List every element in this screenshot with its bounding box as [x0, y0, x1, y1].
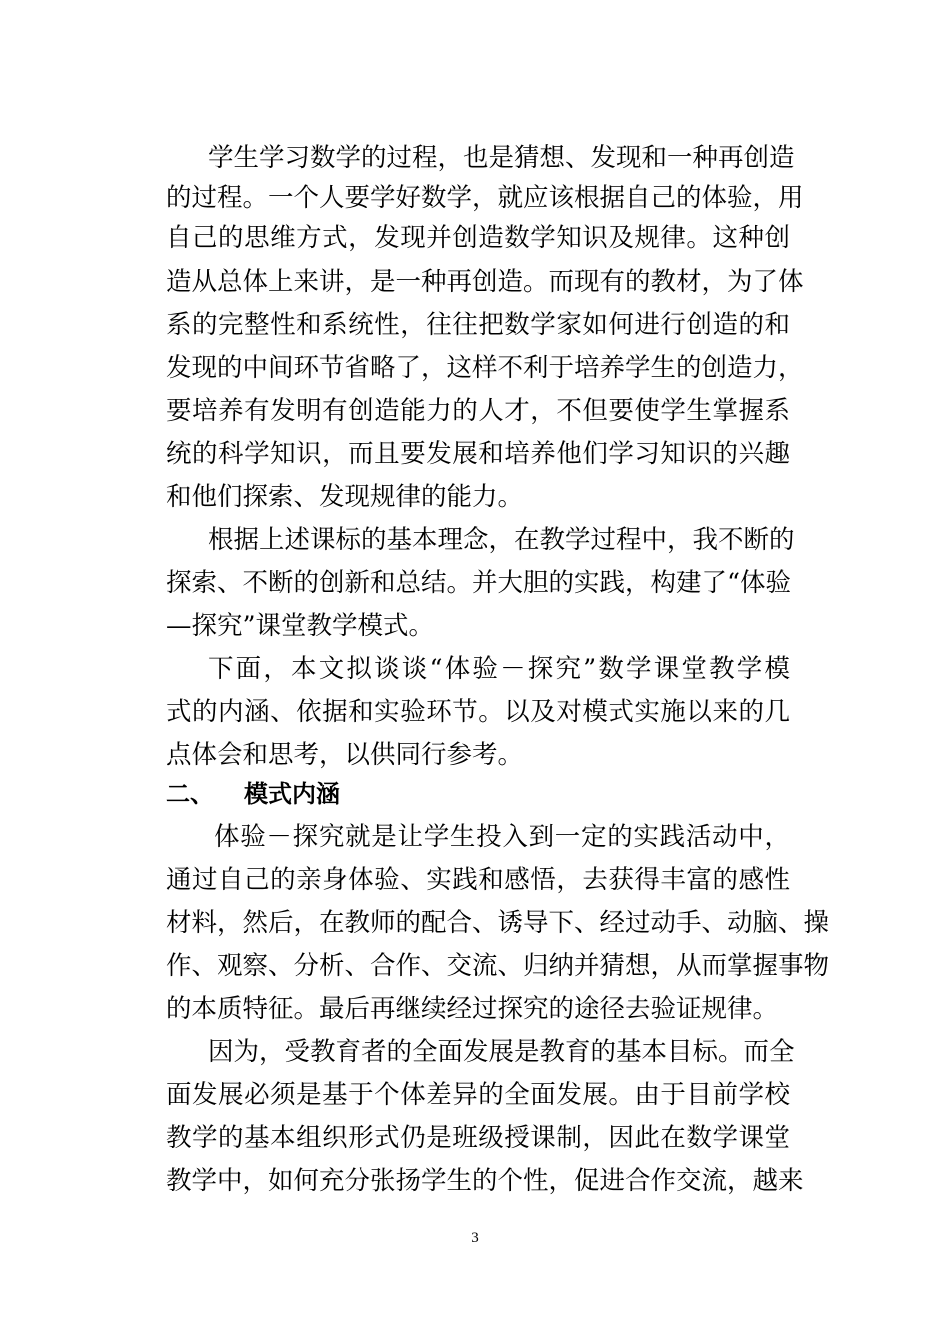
text-line: 学生学习数学的过程，也是猜想、发现和一种再创造 [208, 143, 795, 173]
text-line: 根据上述课标的基本理念，在教学过程中，我不断的 [208, 525, 795, 555]
text-line: 发现的中间环节省略了，这样不利于培养学生的创造力， [166, 353, 804, 383]
text-line: 造从总体上来讲，是一种再创造。而现有的教材，为了体 [166, 267, 804, 297]
text-line: 探索、不断的创新和总结。并大胆的实践，构建了“体验 [166, 568, 792, 598]
text-line: 自己的思维方式，发现并创造数学知识及规律。这种创 [166, 223, 790, 253]
text-line: 因为，受教育者的全面发展是教育的基本目标。而全 [208, 1037, 795, 1067]
text-line: 的本质特征。最后再继续经过探究的途径去验证规律。 [166, 994, 779, 1024]
text-line: 下面，本文拟谈谈“体验－探究”数学课堂教学模 [208, 654, 790, 684]
section-number: 二、 [166, 780, 214, 808]
text-line: 要培养有发明有创造能力的人才，不但要使学生掌握系 [166, 396, 790, 426]
page-number: 3 [471, 1230, 479, 1246]
text-line: 通过自己的亲身体验、实践和感悟，去获得丰富的感性 [166, 865, 790, 895]
text-line: 面发展必须是基于个体差异的全面发展。由于目前学校 [166, 1080, 790, 1110]
text-line: 系的完整性和系统性，往往把数学家如何进行创造的和 [166, 310, 790, 340]
text-line: 体验－探究就是让学生投入到一定的实践活动中， [214, 822, 790, 852]
text-line: 教学的基本组织形式仍是班级授课制，因此在数学课堂 [166, 1123, 790, 1153]
text-line: 的过程。一个人要学好数学，就应该根据自己的体验，用 [166, 183, 804, 213]
text-line: 教学中，如何充分张扬学生的个性，促进合作交流，越来 [166, 1166, 804, 1196]
text-line: 点体会和思考，以供同行参考。 [166, 740, 524, 770]
text-line: 材料，然后，在教师的配合、诱导下、经过动手、动脑、操 [166, 908, 830, 938]
text-line: 式的内涵、依据和实验环节。以及对模式实施以来的几 [166, 697, 790, 727]
section-heading [166, 774, 340, 814]
text-line: —探究”课堂教学模式。 [166, 611, 435, 641]
text-line: 作、观察、分析、合作、交流、归纳并猜想，从而掌握事物 [166, 951, 830, 981]
text-line: 和他们探索、发现规律的能力。 [166, 482, 524, 512]
text-line: 统的科学知识，而且要发展和培养他们学习知识的兴趣 [166, 439, 790, 469]
section-title: 模式内涵 [244, 780, 340, 808]
